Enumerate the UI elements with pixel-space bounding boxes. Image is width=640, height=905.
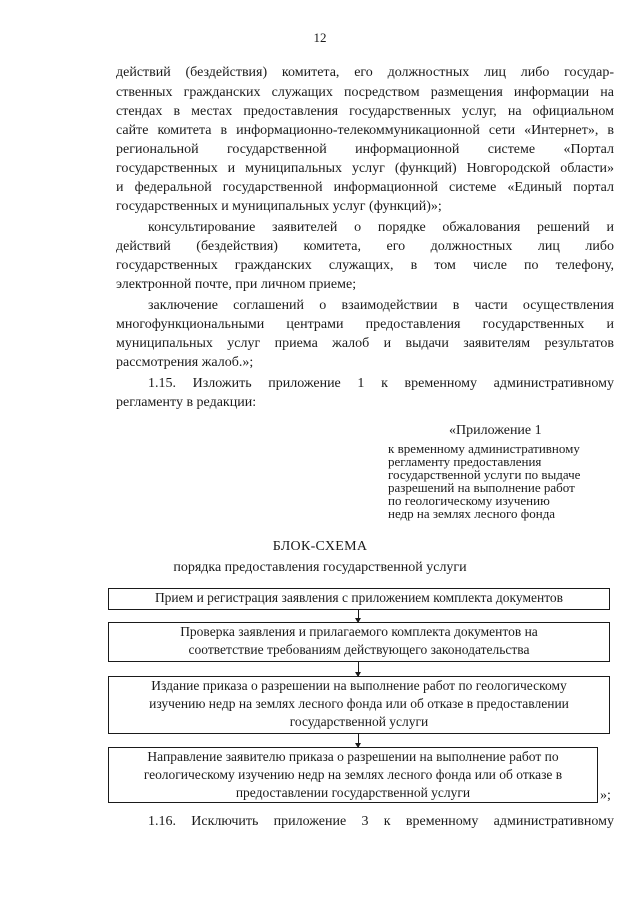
paragraph-line: ственных гражданских служащих посредством размещения информации на [116,85,614,100]
footer-line: 1.16. Исключить приложение 3 к временному административному [148,814,614,829]
paragraph-line: рассмотрения жалоб.»; [116,355,254,370]
paragraph-line: государственных и муниципальных услуг (функций) Новгородской области» [116,161,614,176]
paragraph-line: и федеральной государственной информационной системе «Единый портал [116,180,614,195]
attachment-heading: «Приложение 1 [449,423,542,438]
flow-step-text: Направление заявителю приказа о разрешении на выполнение работ по [147,749,559,764]
flow-step-text: геологическому изучению недр на землях лесного фонда или об отказе в [143,767,563,782]
flow-step-text: Прием и регистрация заявления с приложением комплекта документов [154,590,564,605]
flow-step-3 [108,676,610,734]
attachment-line: недр на землях лесного фонда [388,506,556,521]
flow-arrow [358,662,359,676]
paragraph-line: консультирование заявителей о порядке обжалования решений и [148,220,614,235]
flow-step-text: соответствие требованиям действующего законодательства [188,642,530,657]
paragraph-line: регламенту в редакции: [116,395,257,410]
flow-step-text: Проверка заявления и прилагаемого комплекта документов на [180,624,538,639]
paragraph-line: государственных и муниципальных услуг (функций)»; [116,199,442,214]
paragraph-line: заключение соглашений о взаимодействии в части осуществления [148,298,614,313]
paragraph-line: 1.15. Изложить приложение 1 к временному административному [148,376,614,391]
paragraph-line: муниципальных услуг приема жалоб и выдачи заявителям результатов [116,336,614,351]
paragraph-line: действий (бездействия) комитета, его должностных лиц либо государ- [116,65,614,80]
paragraph-line: многофункциональными центрами предоставления государственных и [116,317,614,332]
flow-arrow [358,610,359,622]
flow-step-text: предоставлении государственной услуги [235,785,471,800]
flow-step-text: Издание приказа о разрешении на выполнение работ по геологическому [151,678,567,693]
paragraph-line: электронной почте, при личном приеме; [116,277,357,292]
attachment-line: государственной услуги по выдаче [388,467,581,482]
attachment-line: по геологическому изучению [388,493,550,508]
attachment-line: регламенту предоставления [388,454,542,469]
flow-arrow [358,734,359,747]
paragraph-line: региональной государственной информационной системе «Портал [116,142,614,157]
paragraph-line: сайте комитета в информационно-телекоммуникационной сети «Интернет», в [116,123,614,138]
scheme-subtitle: порядка предоставления государственной услуги [173,560,467,575]
closing-quote-mark: »; [600,788,611,803]
flow-step-text: государственной услуги [289,714,429,729]
paragraph-line: государственных гражданских служащих, в том числе по телефону, [116,258,614,273]
page-number: 12 [313,30,327,45]
scheme-title: БЛОК-СХЕМА [272,539,368,554]
flow-step-4 [108,747,598,803]
flow-step-text: изучению недр на землях лесного фонда или об отказе в предоставлении [149,696,569,711]
flow-step-1 [108,588,610,610]
paragraph-line: стендах в местах предоставления государственных услуг, на официальном [116,104,614,119]
attachment-line: к временному административному [388,441,580,456]
flow-step-2 [108,622,610,662]
attachment-line: разрешений на выполнение работ [388,480,575,495]
paragraph-line: действий (бездействия) комитета, его должностных лиц либо [116,239,614,254]
